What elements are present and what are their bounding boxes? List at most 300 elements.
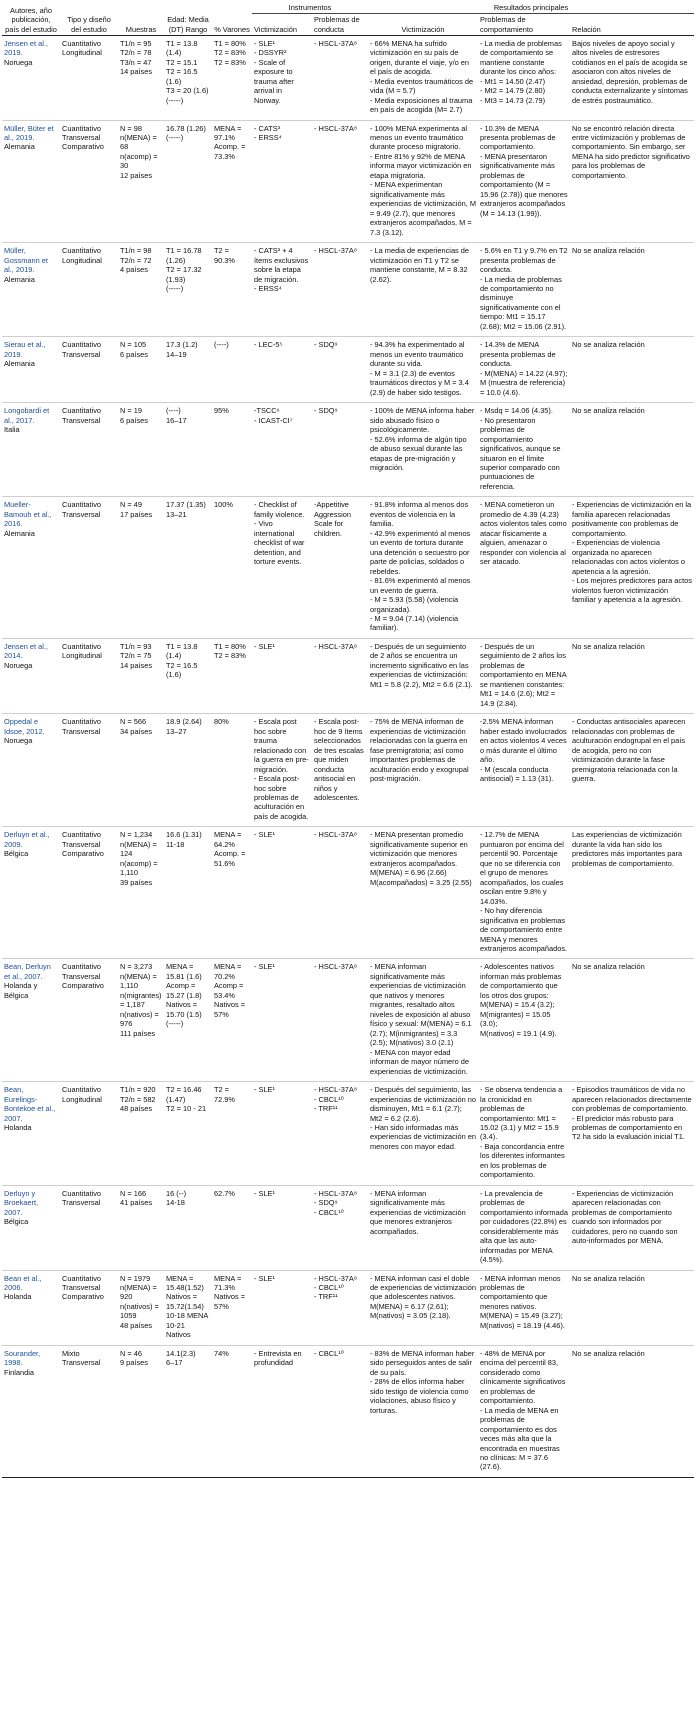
- cell-inst-victim: [252, 959, 312, 1082]
- cell-res-victim-line: - 42.9% experimentó al menos un evento de tortura durante una detención o secuestro por parte de policías, soldados o rebeldes.: [370, 528, 471, 576]
- author-link[interactable]: Bean et al., 2006.: [4, 1273, 42, 1292]
- cell-male-line: T2 = 72.9%: [214, 1085, 235, 1104]
- cell-res-conduct-line: - Mt2 = 14.79 (2.80): [480, 86, 546, 96]
- cell-type-line: Cuantitativo: [62, 717, 102, 727]
- cell-res-victim-line: - 66% MENA ha sufrido victimización en su país de origen, durante el viaje, y/o en el país de acogida.: [370, 38, 470, 77]
- cell-res-victim: [368, 959, 478, 1082]
- cell-type-line: Transversal: [62, 509, 101, 519]
- table-row: [2, 1345, 694, 1477]
- study-country: Alemania: [4, 528, 35, 538]
- cell-res-conduct-line: - Baja concordancia entre los diferentes informantes en los problemas de comportamiento.: [480, 1141, 565, 1180]
- cell-type-line: Cuantitativo: [62, 1273, 102, 1283]
- cell-inst-victim-line: - ERSS⁴: [254, 284, 282, 293]
- cell-samples-line: n(MENA) = 920: [120, 1283, 157, 1302]
- cell-author: [2, 1345, 60, 1477]
- author-link[interactable]: Bean, Eurelings-Bontekoe et al., 2007.: [4, 1085, 56, 1123]
- cell-res-victim-line: - 28% de ellos informa haber sido testigo de violencia como violaciones, abuso físico y torturas.: [370, 1377, 469, 1415]
- header-results: Resultados principales: [368, 2, 694, 14]
- cell-res-victim-line: - M = 9.04 (7.14) (violencia familiar).: [370, 614, 459, 633]
- cell-male-line: Acomp = 53.4%: [214, 981, 244, 1000]
- cell-res-victim-line: - MENA informan casi el doble de experiencias de victimización que adolescentes nativos. M(MENA) = 6.17 (2.61); M(nativos) = 3.05 (2.18).: [370, 1273, 476, 1321]
- cell-age: [164, 1345, 212, 1477]
- cell-type-line: Cuantitativo: [62, 246, 102, 256]
- cell-author: [2, 243, 60, 337]
- cell-res-conduct-line: - MENA informan menos problemas de comportamiento que menores nativos.: [480, 1273, 561, 1311]
- cell-res-conduct-line: - 12.7% de MENA puntuaron por encima del percentil 90. Porcentaje que no se diferencia con el grupo de menores acompañados, los cuales oscilan entre 9.8% y 14.03%.: [480, 830, 564, 906]
- cell-author: [2, 120, 60, 243]
- cell-res-relation-line: - Episodios traumáticos de vida no aparecen relacionados directamente con problemas de comportamiento.: [572, 1085, 692, 1114]
- cell-male-line: MENA = 71.3%: [214, 1273, 242, 1292]
- study-country: Finlandia: [4, 1367, 34, 1377]
- cell-age: [164, 1082, 212, 1186]
- cell-res-conduct: [478, 1082, 570, 1186]
- table-row: [2, 1185, 694, 1270]
- cell-type-line: Comparativo: [62, 849, 104, 859]
- cell-inst-conduct: [312, 35, 368, 120]
- header-samples: Muestras: [118, 2, 164, 35]
- table-body: [2, 35, 694, 1477]
- cell-author: [2, 959, 60, 1082]
- cell-res-conduct: [478, 1185, 570, 1270]
- cell-res-relation-line: No se analiza relación: [572, 246, 645, 256]
- author-link[interactable]: Sierau et al., 2019.: [4, 340, 46, 359]
- cell-male-line: 62.7%: [214, 1188, 235, 1198]
- cell-male: [212, 120, 252, 243]
- cell-male: [212, 1082, 252, 1186]
- cell-inst-conduct: [312, 1185, 368, 1270]
- cell-res-relation: [570, 337, 694, 403]
- cell-samples-line: N = 98: [120, 123, 142, 133]
- cell-res-victim-line: - MENA experimentan significativamente más experiencias de victimización, M = 9.49 (2.7), que menores extranjeros acompañados, M = 7.3 (3.12).: [370, 180, 476, 237]
- cell-type-line: Cuantitativo: [62, 123, 102, 133]
- cell-type-line: Transversal: [62, 415, 101, 425]
- cell-age-line: (-----): [166, 1019, 184, 1029]
- cell-type-line: Longitudinal: [62, 1094, 102, 1104]
- cell-author: [2, 714, 60, 827]
- cell-male-line: T2 = 83%: [214, 48, 246, 58]
- cell-res-victim: [368, 714, 478, 827]
- cell-samples: [118, 120, 164, 243]
- cell-inst-conduct-line: - CBCL¹⁰: [314, 1207, 344, 1217]
- cell-res-relation-line: No se analiza relación: [572, 1273, 645, 1283]
- cell-samples: [118, 1345, 164, 1477]
- cell-res-conduct: [478, 714, 570, 827]
- cell-res-conduct-line: - 10.3% de MENA presenta problemas de comportamiento.: [480, 123, 556, 152]
- cell-inst-victim: [252, 337, 312, 403]
- cell-type-line: Transversal: [62, 1283, 101, 1292]
- cell-res-conduct-line: - MENA cometieron un promedio de 4.39 (4.23) actos violentos tales como atacar físicamente a alguien, amenazar o responder con violencia al ser atacado.: [480, 500, 567, 567]
- cell-inst-victim-line: - SLE¹: [254, 641, 275, 651]
- cell-inst-conduct: [312, 337, 368, 403]
- cell-male: [212, 638, 252, 713]
- study-country: Italia: [4, 425, 20, 435]
- table-row: [2, 1270, 694, 1345]
- cell-samples-line: N = 19: [120, 406, 142, 416]
- cell-res-relation-line: No se analiza relación: [572, 340, 645, 350]
- cell-res-victim-line: - M = 5.93 (5.58) (violencia organizada).: [370, 595, 459, 614]
- cell-inst-victim-line: - CATS³ + 4 ítems exclusivos sobre la etapa de migración.: [254, 246, 309, 284]
- cell-samples: [118, 959, 164, 1082]
- cell-samples-line: n(acomp) = 1,110: [120, 858, 158, 878]
- cell-inst-victim-line: - Escala post hoc sobre trauma relacionado con la guerra en pre-migración.: [254, 717, 309, 774]
- cell-res-relation: [570, 827, 694, 959]
- cell-male-line: Acomp. = 51.6%: [214, 849, 246, 868]
- cell-res-relation: [570, 1270, 694, 1345]
- author-link[interactable]: Jensen et al., 2014.: [4, 641, 48, 661]
- cell-samples-line: n(acomp) = 30: [120, 151, 158, 171]
- cell-age-line: (-----): [166, 132, 184, 142]
- cell-res-relation-line: - Experiencias de victimización aparecen relacionadas con problemas de comportamiento cuando son informados por cuidadores, pero no cuando son auto-informados por MENA.: [572, 1188, 678, 1246]
- cell-author: [2, 827, 60, 959]
- author-link[interactable]: Müller, Gossmann et al., 2019.: [4, 246, 48, 275]
- cell-inst-victim-line: - Checklist of family violence.: [254, 500, 305, 519]
- cell-res-relation-line: No se analiza relación: [572, 1348, 645, 1358]
- cell-age-line: T1 = 13.8 (1.4): [166, 38, 198, 58]
- cell-samples-line: 48 países: [120, 1104, 153, 1114]
- header-age: Edad: Media (DT) Rango: [164, 2, 212, 35]
- cell-inst-conduct: [312, 1082, 368, 1186]
- cell-res-relation-line: No se analiza relación: [572, 962, 645, 972]
- header-type: Tipo y diseño del estudio: [60, 2, 118, 35]
- author-link[interactable]: Jensen et al., 2019.: [4, 38, 48, 58]
- cell-male-line: MENA = 64.2%: [214, 830, 242, 849]
- cell-inst-victim: [252, 1270, 312, 1345]
- cell-samples-line: 6 países: [120, 415, 148, 425]
- cell-samples-line: 14 países: [120, 660, 153, 670]
- cell-age: [164, 35, 212, 120]
- cell-age: [164, 1185, 212, 1270]
- cell-author: [2, 497, 60, 639]
- cell-samples-line: T1/n = 920: [120, 1085, 156, 1095]
- header-inst-conduct: Problemas de conducta: [312, 14, 368, 36]
- cell-res-victim-line: - MENA informan significativamente más experiencias de victimización que menores extranjeros acompañados.: [370, 1188, 466, 1236]
- cell-inst-victim: [252, 638, 312, 713]
- cell-inst-victim: [252, 1345, 312, 1477]
- cell-type: [60, 1345, 118, 1477]
- cell-samples-line: 39 países: [120, 877, 153, 887]
- cell-res-relation-line: - Experiencias de violencia organizada no aparecen relacionadas con actos violentos o apetencia a la agresión.: [572, 538, 685, 576]
- cell-res-victim-line: - 100% de MENA informa haber sido abusado físico o psicológicamente.: [370, 406, 475, 435]
- cell-samples: [118, 714, 164, 827]
- cell-samples-line: 34 países: [120, 726, 153, 736]
- cell-res-victim-line: - MENA presentan promedio significativamente superior en victimización que menores extranjeros acompañados.: [370, 830, 468, 868]
- cell-inst-conduct-line: - HSCL-37A⁸: [314, 962, 357, 972]
- cell-res-relation: [570, 1345, 694, 1477]
- cell-inst-conduct: [312, 1345, 368, 1477]
- cell-type-line: Transversal: [62, 726, 101, 736]
- cell-inst-victim-line: - SLE¹: [254, 962, 275, 972]
- cell-type: [60, 243, 118, 337]
- cell-res-victim: [368, 638, 478, 713]
- cell-res-conduct-line: - Adolescentes nativos informan más problemas de comportamiento que los otros dos grupos:: [480, 962, 562, 1000]
- author-link[interactable]: Mueller-Bamouh et al., 2016.: [4, 500, 52, 529]
- cell-age-line: T1 = 13.8 (1.4): [166, 641, 198, 661]
- cell-res-victim-line: - M = 3.1 (2.3) de eventos traumáticos directos y M = 3.4 (2.9) de haber sido testigos.: [370, 368, 469, 397]
- author-link[interactable]: Derluyn et al., 2009.: [4, 830, 50, 849]
- cell-samples-line: N = 166: [120, 1188, 147, 1198]
- cell-samples-line: T2/n = 75: [120, 651, 152, 661]
- cell-inst-conduct-line: - HSCL-37A⁸: [314, 830, 357, 840]
- cell-inst-conduct-line: - HSCL-37A⁸: [314, 246, 357, 256]
- study-country: Bélgica: [4, 1217, 29, 1227]
- cell-author: [2, 35, 60, 120]
- cell-inst-victim-line: - SLE¹: [254, 1273, 275, 1283]
- cell-res-conduct-line: - Mt3 = 14.73 (2.79): [480, 95, 546, 105]
- cell-type: [60, 403, 118, 497]
- cell-type: [60, 1082, 118, 1186]
- cell-inst-conduct-line: - SDQ⁹: [314, 406, 338, 416]
- cell-male-line: T2 = 83%: [214, 57, 246, 67]
- cell-res-conduct: [478, 827, 570, 959]
- author-link[interactable]: Derluyn y Broekaert, 2007.: [4, 1188, 39, 1217]
- cell-res-victim-line: - Han sido informadas más experiencias de victimización en menores con mayor edad.: [370, 1122, 476, 1151]
- cell-inst-victim-line: - Escala post-hoc sobre problemas de aculturación en país de acogida.: [254, 774, 309, 821]
- cell-samples: [118, 1270, 164, 1345]
- cell-res-conduct-line: M(nativos) = 19.1 (4.9).: [480, 1028, 557, 1038]
- cell-samples: [118, 1082, 164, 1186]
- cell-res-relation-line: Bajos niveles de apoyo social y altos niveles de estresores cotidianos en el país de acogida se asociaron con altos niveles de ansiedad, depresión, problemas de conducta externalizante y síntomas de estrés postraumático.: [572, 38, 688, 105]
- cell-res-conduct-line: - M(MENA) = 14.22 (4.97); M (muestra de referencia) = 10.0 (4.6).: [480, 368, 568, 397]
- cell-res-relation-line: - El predictor más robusto para problemas de comportamiento en T2 ha sido la evaluación inicial T1.: [572, 1113, 685, 1142]
- cell-male-line: Nativos = 57%: [214, 1000, 246, 1019]
- cell-res-victim-line: - Media exposiciones al trauma en país de acogida (M= 2.7): [370, 95, 473, 115]
- cell-inst-victim: [252, 1185, 312, 1270]
- cell-male-line: (----): [214, 340, 229, 350]
- cell-male: [212, 243, 252, 337]
- cell-res-conduct-line: M(migrantes) = 15.05 (3.0);: [480, 1009, 551, 1029]
- cell-inst-victim: [252, 243, 312, 337]
- header-res-conduct: Problemas de comportamiento: [478, 14, 570, 36]
- cell-age-line: 10-21 Nativos: [166, 1320, 191, 1340]
- cell-age-line: MENA = 15.81 (1.6): [166, 962, 202, 981]
- cell-samples-line: n(MENA) = 124: [120, 839, 157, 859]
- cell-age-line: T2 = 10 - 21: [166, 1104, 207, 1114]
- table-row: [2, 714, 694, 827]
- cell-res-relation-line: - Conductas antisociales aparecen relacionadas con problemas de aculturación endogrupal en el país de acogida, pero no con victimización durante la fase premigratoria relacionada con la guerra.: [572, 717, 686, 784]
- table-row: [2, 497, 694, 639]
- cell-age-line: 16.78 (1.26): [166, 123, 206, 133]
- cell-res-conduct: [478, 1345, 570, 1477]
- cell-inst-victim: [252, 1082, 312, 1186]
- cell-age-line: 10-18 MENA: [166, 1311, 209, 1321]
- cell-type-line: Transversal: [62, 1358, 101, 1368]
- cell-inst-conduct: [312, 959, 368, 1082]
- cell-samples-line: T1/n = 95: [120, 38, 152, 48]
- cell-age-line: 16 (--): [166, 1188, 187, 1198]
- cell-male-line: T2 = 90.3%: [214, 246, 235, 265]
- cell-male-line: T1 = 80%: [214, 641, 246, 651]
- cell-author: [2, 1185, 60, 1270]
- cell-res-conduct-line: - No hay diferencia significativa en problemas de comportamiento entre MENA y menores extranjeros acompañados.: [480, 906, 568, 953]
- cell-type: [60, 714, 118, 827]
- cell-type: [60, 1270, 118, 1345]
- cell-age-line: 16–17: [166, 415, 187, 425]
- cell-res-conduct-line: - Mt1 = 14.50 (2.47): [480, 76, 546, 86]
- cell-age-line: 6–17: [166, 1358, 183, 1368]
- cell-inst-conduct: [312, 827, 368, 959]
- header-author: Autores, año publicación, país del estudio: [2, 2, 60, 35]
- cell-res-conduct: [478, 243, 570, 337]
- cell-age-line: MENA = 15.48(1.52): [166, 1273, 204, 1292]
- cell-inst-victim-line: - CATS³: [254, 123, 281, 133]
- cell-male: [212, 1345, 252, 1477]
- author-link[interactable]: Longobardi et al., 2017.: [4, 406, 50, 425]
- cell-res-victim: [368, 827, 478, 959]
- cell-samples: [118, 403, 164, 497]
- cell-inst-victim-line: - LEC-5⁵: [254, 340, 283, 350]
- cell-res-relation: [570, 1082, 694, 1186]
- cell-type-line: Transversal: [62, 132, 101, 142]
- cell-samples-line: N = 3,273: [120, 962, 153, 972]
- cell-age: [164, 243, 212, 337]
- cell-type-line: Transversal: [62, 839, 101, 849]
- table-row: [2, 403, 694, 497]
- cell-age-line: 17.37 (1.35): [166, 500, 206, 510]
- cell-male-line: Nativos = 57%: [214, 1292, 246, 1311]
- cell-male-line: T2 = 83%: [214, 651, 246, 661]
- cell-age: [164, 959, 212, 1082]
- cell-male-line: 95%: [214, 406, 229, 416]
- author-link[interactable]: Bean, Derluyn et al., 2007.: [4, 962, 51, 981]
- cell-male-line: Acomp. = 73.3%: [214, 142, 246, 161]
- cell-samples-line: 48 países: [120, 1320, 153, 1330]
- cell-samples-line: N = 1979: [120, 1273, 151, 1283]
- cell-res-conduct-line: - La media de problemas de comportamiento no disminuye significativamente con el tiempo: Mt1 = 15.17 (2.68); Mt2 = 15.06 (2.91).: [480, 274, 567, 331]
- cell-inst-conduct-line: - SDQ⁹: [314, 1198, 338, 1208]
- cell-inst-victim-line: - Scale of exposure to trauma after arrival in Norway.: [254, 57, 294, 105]
- cell-res-victim-line: - 91.8% informa al menos dos eventos de violencia en la familia.: [370, 500, 469, 529]
- cell-res-victim: [368, 1345, 478, 1477]
- cell-res-victim: [368, 1185, 478, 1270]
- cell-res-conduct-line: - La media de problemas de comportamiento se mantiene constante durante los cinco años:: [480, 38, 562, 77]
- cell-inst-victim: [252, 120, 312, 243]
- cell-inst-victim-line: - SLE¹: [254, 830, 275, 840]
- cell-age-line: 14–19: [166, 349, 187, 359]
- table-row: [2, 638, 694, 713]
- table-row: [2, 337, 694, 403]
- cell-age: [164, 403, 212, 497]
- cell-samples-line: N = 1,234: [120, 830, 153, 840]
- cell-res-conduct: [478, 337, 570, 403]
- cell-inst-conduct-line: - TRF¹¹: [314, 1104, 338, 1114]
- author-link[interactable]: Oppedal e Idsoe, 2012.: [4, 717, 45, 736]
- cell-res-conduct: [478, 497, 570, 639]
- cell-res-conduct: [478, 120, 570, 243]
- cell-res-victim: [368, 403, 478, 497]
- cell-samples-line: 9 países: [120, 1358, 148, 1368]
- cell-res-victim-line: - La media de experiencias de victimización en T1 y T2 se mantiene constante, M = 8.32 (2.62).: [370, 246, 470, 284]
- cell-samples-line: N = 105: [120, 340, 147, 350]
- cell-type-line: Transversal: [62, 349, 101, 359]
- cell-res-victim-line: - Después de un seguimiento de 2 años se encuentra un incremento significativo en las experiencias de victimización: Mt1 = 5.8 (2.2), Mt2 = 6.6 (2.1).: [370, 641, 473, 689]
- cell-inst-conduct-line: - CBCL¹⁰: [314, 1283, 344, 1292]
- cell-type: [60, 638, 118, 713]
- cell-author: [2, 337, 60, 403]
- cell-samples-line: n(nativos) = 1059: [120, 1301, 159, 1321]
- cell-res-relation-line: No se analiza relación: [572, 406, 645, 416]
- cell-inst-conduct: [312, 1270, 368, 1345]
- cell-inst-victim: [252, 497, 312, 639]
- cell-inst-conduct-line: - Escala post-hoc de 9 ítems seleccionados de tres escalas que miden conducta antisocial en niños y adolescentes.: [314, 717, 364, 802]
- author-link[interactable]: Sourander, 1998.: [4, 1348, 41, 1368]
- cell-type-line: Cuantitativo: [62, 500, 102, 510]
- cell-res-victim-line: - Entre 81% y 92% de MENA informa mayor victimización en etapa migratoria.: [370, 151, 472, 180]
- cell-age-line: T1 = 16.78 (1.26): [166, 246, 202, 265]
- cell-res-conduct-line: - 14.3% de MENA presenta problemas de conducta.: [480, 340, 556, 369]
- cell-res-relation-line: Las experiencias de victimización durante la vida han sido los predictores más importantes para problemas de comportamiento.: [572, 830, 683, 868]
- cell-res-victim: [368, 1082, 478, 1186]
- cell-age-line: 14-18: [166, 1198, 185, 1208]
- cell-inst-conduct-line: - HSCL-37A⁸: [314, 38, 357, 48]
- cell-res-relation-line: No se encontró relación directa entre victimización y problemas de comportamiento. Sin embargo, ser MENA ha sido predictor significativo para los problemas de comportamiento.: [572, 123, 690, 180]
- cell-inst-victim-line: - ICAST-CI⁷: [254, 415, 293, 425]
- cell-type-line: Transversal: [62, 971, 101, 981]
- cell-inst-conduct: [312, 497, 368, 639]
- cell-inst-victim-line: - SLE¹: [254, 1188, 275, 1198]
- cell-samples-line: 6 países: [120, 349, 148, 359]
- cell-inst-conduct-line: - HSCL-37A⁸: [314, 641, 357, 651]
- cell-type-line: Longitudinal: [62, 48, 102, 58]
- cell-res-relation: [570, 497, 694, 639]
- cell-res-victim-line: - 81.6% experimentó al menos un evento de guerra.: [370, 576, 471, 595]
- author-link[interactable]: Müller, Büter et al., 2019.: [4, 123, 54, 142]
- study-country: Holanda: [4, 1292, 32, 1302]
- cell-res-conduct-line: - No presentaron problemas de comportamiento significativos, aunque se situaron en el límite superior comparado con puntuaciones de referencia.: [480, 415, 561, 491]
- cell-inst-conduct-line: - SDQ⁹: [314, 340, 338, 350]
- cell-samples: [118, 638, 164, 713]
- study-country: Holanda: [4, 1122, 32, 1132]
- cell-male: [212, 403, 252, 497]
- cell-inst-conduct-line: - HSCL-37A⁸: [314, 1188, 357, 1198]
- cell-male-line: 74%: [214, 1348, 229, 1358]
- cell-male-line: 100%: [214, 500, 233, 510]
- cell-res-victim: [368, 337, 478, 403]
- study-country: Noruega: [4, 736, 33, 746]
- cell-inst-conduct-line: - HSCL-37A⁸: [314, 1273, 357, 1283]
- cell-age-line: 18.9 (2.64): [166, 717, 202, 727]
- study-country: Alemania: [4, 142, 35, 152]
- cell-res-conduct: [478, 35, 570, 120]
- cell-res-victim: [368, 35, 478, 120]
- cell-res-relation-line: - Los mejores predictores para actos violentos fueron victimización familiar y apetencia a la agresión.: [572, 576, 692, 605]
- cell-res-conduct-line: - Se observa tendencia a la cronicidad en problemas de comportamiento: Mt1 = 15.02 (3.1) y Mt2 = 15.9 (3.4).: [480, 1085, 563, 1142]
- cell-age-line: 13–21: [166, 509, 187, 519]
- cell-type-line: Comparativo: [62, 981, 104, 991]
- cell-age-line: (-----): [166, 284, 184, 293]
- cell-res-relation: [570, 959, 694, 1082]
- cell-res-conduct-line: - Después de un seguimiento de 2 años los problemas de comportamiento en MENA se mantienen constantes:: [480, 641, 567, 689]
- cell-age-line: 13–27: [166, 726, 187, 736]
- cell-inst-victim: [252, 714, 312, 827]
- cell-res-victim: [368, 1270, 478, 1345]
- cell-res-conduct-line: M(MENA) = 15.49 (3.27);: [480, 1311, 563, 1321]
- cell-res-victim-line: - 52.6% informa de algún tipo de abuso sexual durante las etapas de pre-migración y migración.: [370, 434, 467, 472]
- cell-inst-victim-line: - Entrevista en profundidad: [254, 1348, 302, 1368]
- cell-type-line: Cuantitativo: [62, 1085, 102, 1095]
- cell-samples: [118, 337, 164, 403]
- cell-male: [212, 714, 252, 827]
- cell-type-line: Transversal: [62, 1198, 101, 1208]
- cell-res-conduct-line: -2.5% MENA informan haber estado involucrados en actos violentos 4 veces o más durante el último año.: [480, 717, 567, 765]
- cell-age-line: 11-18: [166, 839, 185, 849]
- cell-type-line: Comparativo: [62, 1292, 104, 1302]
- cell-samples-line: N = 566: [120, 717, 147, 727]
- cell-samples-line: 41 países: [120, 1198, 153, 1208]
- cell-age-line: (-----): [166, 95, 184, 105]
- cell-res-victim-line: - MENA con mayor edad informan de mayor número de experiencias de victimización.: [370, 1047, 470, 1076]
- header-inst-victim: Victimización: [252, 14, 312, 36]
- cell-res-conduct-line: - La media de MENA en problemas de comportamiento es dos veces más alta que la encontrada en muestras no clínicas: M = 37.6 (27.6).: [480, 1405, 560, 1472]
